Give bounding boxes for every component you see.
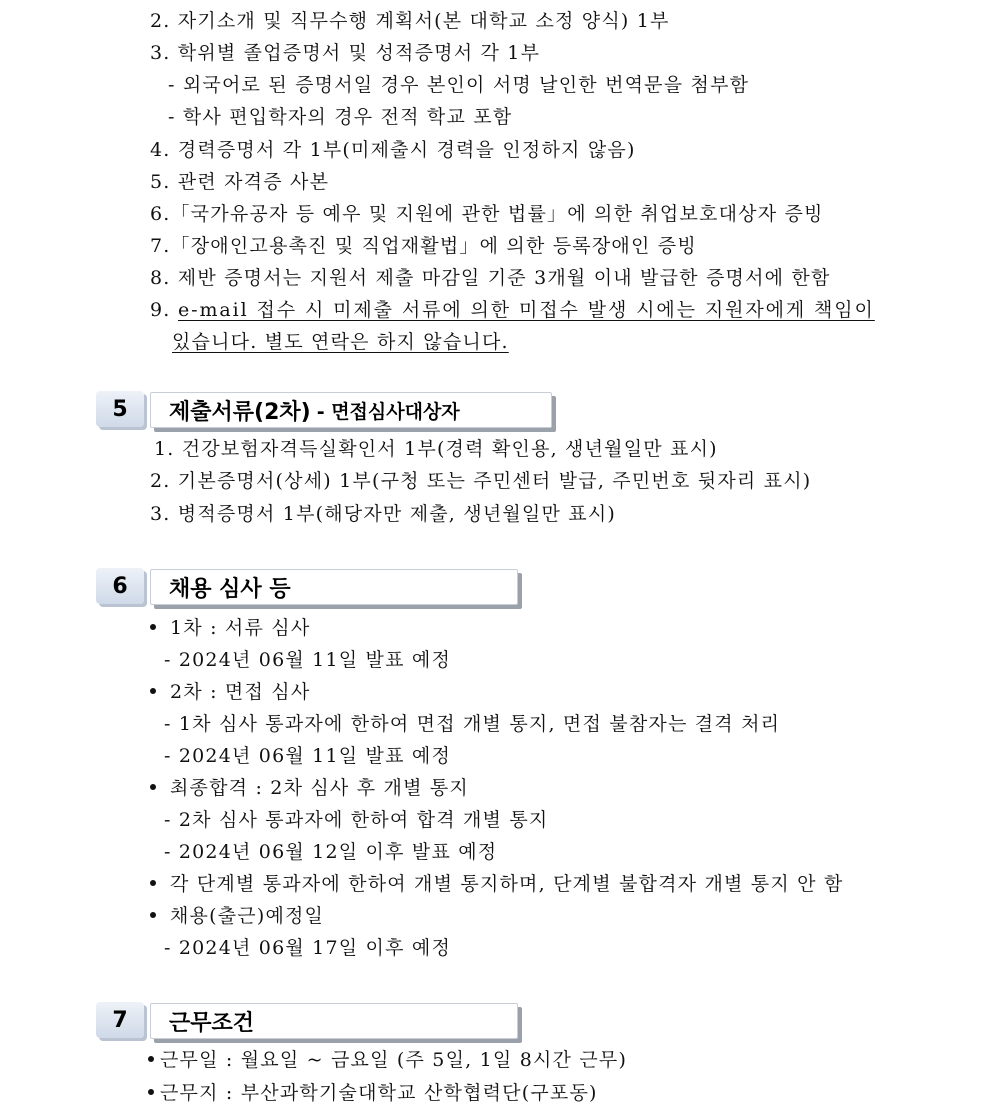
section-7-number-badge: 7 <box>96 1002 144 1038</box>
sec6-bullet-1-text: 1차 : 서류 심사 <box>170 617 311 639</box>
sec7-bullet-1-text: 근무일 : 월요일 ~ 금요일 (주 5일, 1일 8시간 근무) <box>160 1049 628 1071</box>
doc-item-3: 3. 학위별 졸업증명서 및 성적증명서 각 1부 <box>150 42 541 64</box>
doc-item-7: 7.「장애인고용촉진 및 직업재활법」에 의한 등록장애인 증빙 <box>150 235 697 257</box>
bullet-icon <box>148 1089 154 1095</box>
sec6-bullet-5-text: 채용(출근)예정일 <box>170 905 325 927</box>
doc-item-3-note-a: - 외국어로 된 증명서일 경우 본인이 서명 날인한 번역문을 첨부함 <box>168 74 750 96</box>
section-7-title: 근무조건 <box>150 1003 518 1039</box>
sec6-bullet-3-note-a: - 2차 심사 통과자에 한하여 합격 개별 통지 <box>164 809 549 831</box>
doc-item-8: 8. 제반 증명서는 지원서 제출 마감일 기준 3개월 이내 발급한 증명서에 한함 <box>150 267 831 289</box>
sec6-bullet-4 <box>150 872 844 896</box>
doc-item-6: 6.「국가유공자 등 예우 및 지원에 관한 법률」에 의한 취업보호대상자 증빙 <box>150 203 824 225</box>
doc-item-2: 2. 자기소개 및 직무수행 계획서(본 대학교 소정 양식) 1부 <box>150 10 670 32</box>
sec5-item-3: 3. 병적증명서 1부(해당자만 제출, 생년월일만 표시) <box>150 503 617 525</box>
sec7-bullet-1 <box>148 1048 627 1072</box>
bullet-icon <box>150 880 156 886</box>
sec6-bullet-1 <box>150 616 310 640</box>
doc-item-4: 4. 경력증명서 각 1부(미제출시 경력을 인정하지 않음) <box>150 139 636 161</box>
section-6-title: 채용 심사 등 <box>150 569 518 605</box>
doc-item-9-text-line1: e-mail 접수 시 미제출 서류에 의한 미접수 발생 시에는 지원자에게 책임이 <box>178 299 875 321</box>
bullet-icon <box>150 784 156 790</box>
sec5-item-2: 2. 기본증명서(상세) 1부(구청 또는 주민센터 발급, 주민번호 뒷자리 표시) <box>150 470 812 492</box>
bullet-icon <box>150 624 156 630</box>
sec6-bullet-2-note-a: - 1차 심사 통과자에 한하여 면접 개별 통지, 면접 불참자는 결격 처리 <box>164 713 781 735</box>
bullet-icon <box>150 912 156 918</box>
sec6-bullet-3-text: 최종합격 : 2차 심사 후 개별 통지 <box>170 777 469 799</box>
sec6-bullet-2-note-b: - 2024년 06월 11일 발표 예정 <box>164 745 452 767</box>
section-5-number-badge: 5 <box>96 391 144 427</box>
bullet-icon <box>150 688 156 694</box>
section-5-title-main: 제출서류(2차) <box>169 399 311 425</box>
sec6-bullet-4-text: 각 단계별 통과자에 한하여 개별 통지하며, 단계별 불합격자 개별 통지 안 함 <box>170 873 844 895</box>
doc-item-3-note-b: - 학사 편입학자의 경우 전적 학교 포함 <box>168 106 513 128</box>
section-6-number-badge: 6 <box>96 568 144 604</box>
sec5-item-1: 1. 건강보험자격득실확인서 1부(경력 확인용, 생년월일만 표시) <box>154 438 718 460</box>
sec7-bullet-2 <box>148 1081 598 1105</box>
doc-item-9-text-line2: 있습니다. 별도 연락은 하지 않습니다. <box>172 331 509 353</box>
doc-item-9-number: 9. <box>150 299 171 321</box>
sec6-bullet-3-note-b: - 2024년 06월 12일 이후 발표 예정 <box>164 841 498 863</box>
bullet-icon <box>148 1056 154 1062</box>
sec6-bullet-2 <box>150 680 310 704</box>
section-5-title-sub: - 면접심사대상자 <box>316 400 460 423</box>
sec6-bullet-5 <box>150 904 324 928</box>
sec6-bullet-3 <box>150 776 469 800</box>
sec7-bullet-2-text: 근무지 : 부산과학기술대학교 산학협력단(구포동) <box>160 1082 598 1104</box>
doc-item-5: 5. 관련 자격증 사본 <box>150 171 330 193</box>
section-5-title <box>150 392 552 428</box>
sec6-bullet-2-text: 2차 : 면접 심사 <box>170 681 311 703</box>
sec6-bullet-5-note: - 2024년 06월 17일 이후 예정 <box>164 937 452 959</box>
sec6-bullet-1-note: - 2024년 06월 11일 발표 예정 <box>164 649 452 671</box>
